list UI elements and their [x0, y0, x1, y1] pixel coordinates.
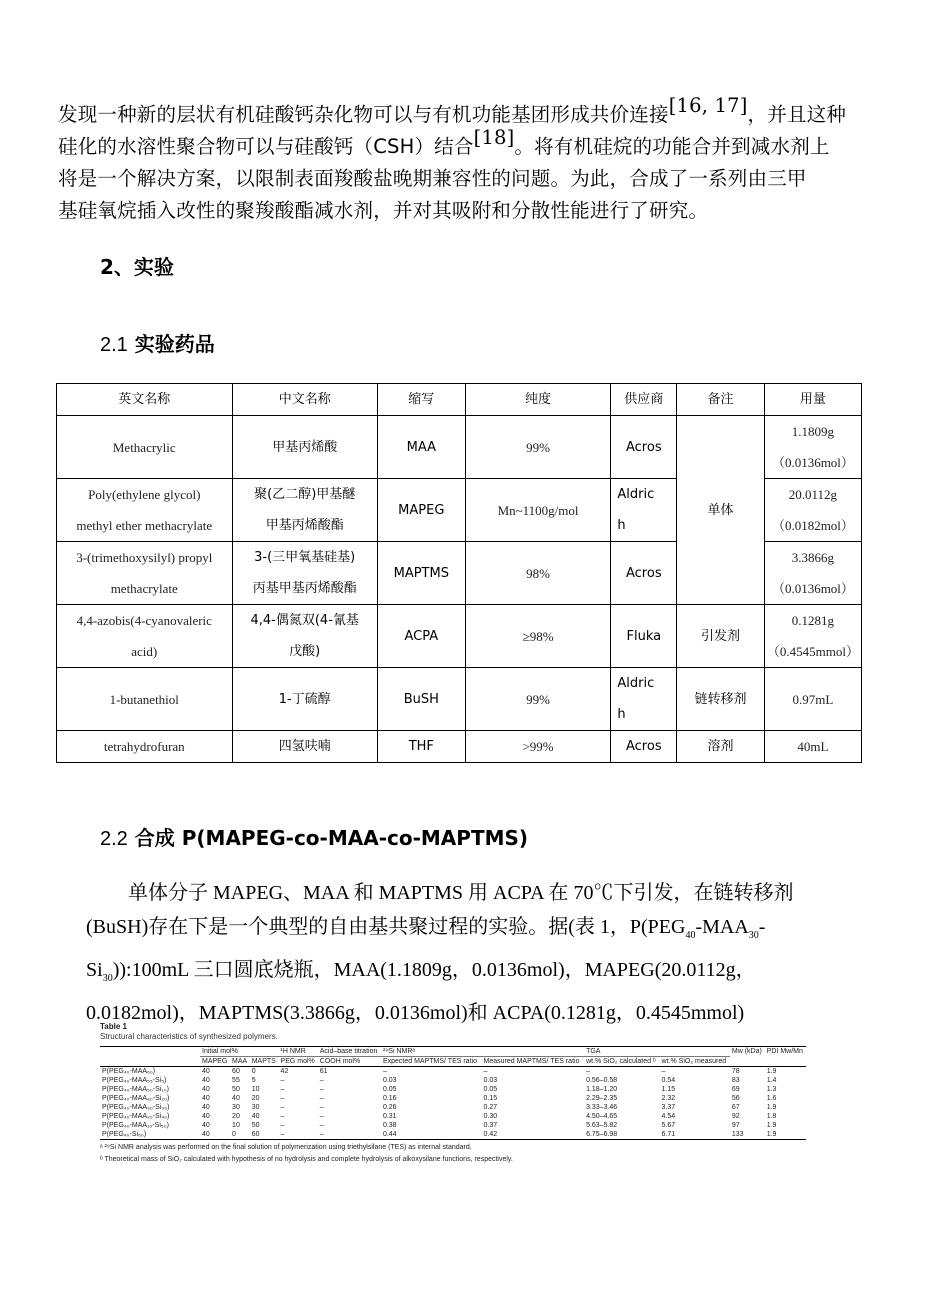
- cell-abbr: MAPEG: [377, 479, 465, 542]
- table-cell: 0: [251, 1068, 256, 1075]
- table-cell: 40: [202, 1104, 210, 1111]
- table-cell: –: [318, 1130, 381, 1140]
- table-cell: 0.15: [483, 1095, 498, 1102]
- cell-note: 引发剂: [677, 605, 765, 668]
- sub-header: MAA: [230, 1057, 250, 1067]
- reagents-table: [56, 383, 862, 763]
- synthesis-line-4: 0.0182mol)，MAPTMS(3.3866g，0.0136mol)和 ACPA(0.1281g，0.4545mmol): [86, 1002, 745, 1024]
- synthesis-line-3: $Si_{30})):100mL$ 三口圆底烧瓶，MAA(1.1809g，0.0136mol)，MAPEG(20.0112g，: [86, 959, 756, 984]
- table-cell: –: [319, 1113, 324, 1120]
- table-cell: 1.9: [766, 1122, 777, 1129]
- cell-purity: ≥98%: [465, 605, 611, 668]
- group-hnmr: ¹H NMR: [279, 1047, 318, 1057]
- cell-supplier: Aldric h: [611, 668, 677, 731]
- table-1-group-header: [100, 1047, 806, 1057]
- table-cell: 1.3: [766, 1086, 777, 1093]
- cell-amount: 20.0112g （0.0182mol）: [764, 479, 861, 542]
- table-cell: 6.71: [660, 1130, 730, 1140]
- table-cell: 50: [251, 1122, 260, 1129]
- table-row: [57, 731, 862, 763]
- table-cell: 0: [230, 1130, 250, 1140]
- intro-line-1: 发现一种新的层状有机硅酸钙杂化物可以与有机功能基团形成共价连接[16, 17]，并且这种: [58, 94, 847, 126]
- table-cell: 0.30: [483, 1113, 498, 1120]
- table-cell: P(PEG₄₀-MAA₁₀-Si₅₀): [102, 1122, 169, 1129]
- table-row: [57, 416, 862, 479]
- table-cell: 0.03: [382, 1077, 397, 1084]
- table-cell: P(PEG₄₀-MAA₃₀-Si₃₀): [102, 1104, 170, 1111]
- table-cell: –: [319, 1077, 324, 1084]
- table-cell: –: [280, 1113, 285, 1120]
- table-cell: 5.67: [661, 1122, 676, 1129]
- table-cell: 40: [251, 1113, 260, 1120]
- cell-abbr: BuSH: [377, 668, 465, 731]
- table-cell: P(PEG₄₀-MAA₄₀-Si₂₀): [102, 1095, 170, 1102]
- table-cell: P(PEG₄₀-MAA₆₀): [102, 1068, 156, 1075]
- table-cell: 60: [232, 1068, 240, 1075]
- table-cell: 61: [319, 1068, 328, 1075]
- table-cell: P(PEG₄₀-Si₆₀): [100, 1130, 200, 1140]
- table-cell: 50: [232, 1086, 240, 1093]
- cell-amount: 1.1809g （0.0136mol）: [764, 416, 861, 479]
- table-1-note-b: ᵇ Theoretical mass of SiO₂ calculated with hypothesis of no hydrolysis and complete hydrolysis of alkoxysilane functions, respectively.: [100, 1156, 513, 1163]
- table-cell: 1.9: [765, 1130, 806, 1140]
- table-cell: 20: [251, 1095, 260, 1102]
- intro-line-4: 基硅氧烷插入改性的聚羧酸酯减水剂，并对其吸附和分散性能进行了研究。: [58, 199, 709, 222]
- synthesis-paragraph: [86, 876, 876, 1030]
- table-row: [57, 605, 862, 668]
- cell-english: 4,4-azobis(4-cyanovaleric acid): [57, 605, 233, 668]
- cell-abbr: MAPTMS: [377, 542, 465, 605]
- cell-amount: 0.97mL: [764, 668, 861, 731]
- cell-english: 1-butanethiol: [57, 668, 233, 731]
- table-row: [100, 1130, 806, 1140]
- table-cell: 0.38: [382, 1122, 397, 1129]
- table-cell: 5: [251, 1077, 256, 1084]
- table-cell: 0.54: [661, 1077, 676, 1084]
- group-sinmr: ²⁹Si NMRᵃ: [381, 1047, 584, 1057]
- table-cell: 55: [232, 1077, 240, 1084]
- table-cell: 83: [731, 1077, 740, 1084]
- table-cell: 67: [731, 1104, 740, 1111]
- table-1-sub-header: [100, 1057, 806, 1067]
- cell-chinese: 1-丁硫醇: [232, 668, 377, 731]
- table-cell: P(PEG₄₀-MAA₅₅-Si₅): [102, 1077, 167, 1084]
- embedded-table-1: [100, 1022, 806, 1164]
- table-row: [100, 1085, 806, 1094]
- cell-supplier: Acros: [611, 731, 677, 763]
- table-cell: 40: [202, 1068, 210, 1075]
- table-cell: 30: [232, 1104, 240, 1111]
- cell-supplier: Fluka: [611, 605, 677, 668]
- table-cell: –: [280, 1077, 285, 1084]
- table-row: [100, 1067, 806, 1077]
- group-tga: TGA: [584, 1047, 730, 1057]
- table-cell: 10: [251, 1086, 260, 1093]
- table-cell: 0.37: [483, 1122, 498, 1129]
- table-cell: –: [319, 1086, 324, 1093]
- table-row: [100, 1112, 806, 1121]
- cell-english: Poly(ethylene glycol) methyl ether methacrylate: [57, 479, 233, 542]
- table-cell: 60: [250, 1130, 279, 1140]
- cell-supplier: Aldric h: [611, 479, 677, 542]
- cell-chinese: 甲基丙烯酸: [232, 416, 377, 479]
- table-cell: –: [483, 1068, 488, 1075]
- table-cell: –: [319, 1095, 324, 1102]
- cell-abbr: MAA: [377, 416, 465, 479]
- cell-purity: Mn~1100g/mol: [465, 479, 611, 542]
- cell-chinese: 四氢呋喃: [232, 731, 377, 763]
- sub-header: COOH mol%: [318, 1057, 381, 1067]
- cell-note: 链转移剂: [677, 668, 765, 731]
- cell-amount: 3.3866g （0.0136mol）: [764, 542, 861, 605]
- cell-chinese: 聚(乙二醇)甲基醚 甲基丙烯酸酯: [232, 479, 377, 542]
- table-cell: –: [661, 1068, 666, 1075]
- table-cell: 40: [202, 1122, 210, 1129]
- table-cell: 0.42: [482, 1130, 585, 1140]
- group-acid: Acid–base titration: [318, 1047, 381, 1057]
- cell-abbr: ACPA: [377, 605, 465, 668]
- table-cell: 1.9: [766, 1104, 777, 1111]
- cell-note-monomer: 单体: [677, 416, 765, 605]
- table-1-note-a: ᵃ ²⁹Si NMR analysis was performed on the final solution of polymerization using triethylsilane (TES) as internal standard.: [100, 1144, 472, 1151]
- cell-purity: 98%: [465, 542, 611, 605]
- sub-header: MAPTS: [250, 1057, 279, 1067]
- section-2-heading: 2、实验: [100, 255, 174, 279]
- table-cell: 20: [232, 1113, 240, 1120]
- cell-amount: 0.1281g （0.4545mmol）: [764, 605, 861, 668]
- table-cell: 5.63–5.82: [586, 1122, 618, 1129]
- table-cell: 6.75–6.98: [584, 1130, 659, 1140]
- table-cell: 30: [251, 1104, 260, 1111]
- table-cell: 133: [730, 1130, 765, 1140]
- sub-header: MAPEG: [200, 1057, 230, 1067]
- table-row: [100, 1076, 806, 1085]
- table-row: [100, 1094, 806, 1103]
- table-cell: 1.15: [661, 1086, 676, 1093]
- table-1-body: [100, 1067, 806, 1140]
- table-cell: 69: [731, 1086, 740, 1093]
- col-note: 备注: [677, 384, 765, 416]
- table-cell: –: [280, 1095, 285, 1102]
- table-cell: 97: [731, 1122, 740, 1129]
- cell-chinese: 3-(三甲氧基硅基) 丙基甲基丙烯酸酯: [232, 542, 377, 605]
- table-cell: –: [280, 1104, 285, 1111]
- table-cell: 40: [202, 1077, 210, 1084]
- col-abbreviation: 缩写: [377, 384, 465, 416]
- table-row: [100, 1121, 806, 1130]
- group-initial: Initial mol%: [200, 1047, 279, 1057]
- cell-supplier: Acros: [611, 416, 677, 479]
- col-english-name: 英文名称: [57, 384, 233, 416]
- table-cell: 0.31: [382, 1113, 397, 1120]
- table-cell: 1.8: [766, 1113, 777, 1120]
- citation-16-17[interactable]: [16, 17]: [668, 94, 748, 117]
- cell-purity: 99%: [465, 668, 611, 731]
- table-row: [57, 668, 862, 731]
- section-2-1-heading: 2.1 实验药品: [100, 332, 215, 356]
- cell-purity: 99%: [465, 416, 611, 479]
- table-cell: 40: [202, 1086, 210, 1093]
- table-1-caption: Structural characteristics of synthesized polymers.: [100, 1032, 278, 1041]
- table-row: [100, 1103, 806, 1112]
- cell-english: 3-(trimethoxysilyl) propyl methacrylate: [57, 542, 233, 605]
- table-cell: 0.27: [483, 1104, 498, 1111]
- section-2-2-heading: 2.2 合成 P(MAPEG-co-MAA-co-MAPTMS): [100, 826, 529, 850]
- table-cell: –: [382, 1068, 387, 1075]
- sub-header: wt.% SiO₂ measured: [660, 1057, 730, 1067]
- table-cell: –: [319, 1122, 324, 1129]
- table-cell: 56: [731, 1095, 740, 1102]
- col-chinese-name: 中文名称: [232, 384, 377, 416]
- sub-header: Expected MAPTMS/ TES ratio: [381, 1057, 482, 1067]
- table-cell: 0.26: [382, 1104, 397, 1111]
- table-cell: 40: [202, 1113, 210, 1120]
- table-cell: 3.33–3.46: [586, 1104, 618, 1111]
- group-pdi: PDI Mw/Mn: [765, 1047, 806, 1057]
- col-purity: 纯度: [465, 384, 611, 416]
- table-cell: 3.37: [661, 1104, 676, 1111]
- synthesis-line-1: 单体分子 MAPEG、MAA 和 MAPTMS 用 ACPA 在 70℃下引发，在链转移剂: [128, 882, 794, 904]
- cell-chinese: 4,4-偶氮双(4-氰基 戊酸): [232, 605, 377, 668]
- table-cell: 40: [200, 1130, 230, 1140]
- col-supplier: 供应商: [611, 384, 677, 416]
- table-cell: 0.16: [382, 1095, 397, 1102]
- table-cell: 4.54: [661, 1113, 676, 1120]
- table-cell: 40: [202, 1095, 210, 1102]
- table-cell: 1.9: [766, 1068, 777, 1075]
- cell-abbr: THF: [377, 731, 465, 763]
- table-cell: 10: [232, 1122, 240, 1129]
- sub-header: wt.% SiO₂ calculated ᵇ: [584, 1057, 659, 1067]
- table-cell: 40: [232, 1095, 240, 1102]
- table-cell: 2.29–2.35: [586, 1095, 618, 1102]
- cell-english: Methacrylic: [57, 416, 233, 479]
- table-cell: –: [586, 1068, 590, 1075]
- sub-header: PEG mol%: [279, 1057, 318, 1067]
- table-cell: –: [280, 1122, 285, 1129]
- cell-supplier: Acros: [611, 542, 677, 605]
- sub-header: Measured MAPTMS/ TES ratio: [482, 1057, 585, 1067]
- table-1-label: Table 1: [100, 1022, 127, 1031]
- table-cell: 0.03: [483, 1077, 498, 1084]
- synthesis-line-2: (BuSH)存在下是一个典型的自由基共聚过程的实验。据(表 1，$P(PEG_{40}-MAA_{30}-$: [86, 916, 766, 941]
- table-cell: 92: [731, 1113, 740, 1120]
- cell-amount: 40mL: [764, 731, 861, 763]
- table-1: [100, 1046, 806, 1140]
- group-mw: Mw (kDa): [730, 1047, 765, 1057]
- cell-english: tetrahydrofuran: [57, 731, 233, 763]
- reagents-header-row: [57, 384, 862, 416]
- table-cell: –: [319, 1104, 324, 1111]
- table-cell: 1.6: [766, 1095, 777, 1102]
- table-cell: 0.44: [381, 1130, 482, 1140]
- table-cell: 0.05: [483, 1086, 498, 1093]
- table-cell: 42: [280, 1068, 289, 1075]
- intro-paragraph: [58, 94, 874, 227]
- table-cell: 0.56–0.58: [586, 1077, 618, 1084]
- table-cell: 1.4: [766, 1077, 777, 1084]
- intro-line-2: 硅化的水溶性聚合物可以与硅酸钙（CSH）结合[18]。将有机硅烷的功能合并到减水剂上: [58, 126, 830, 158]
- table-cell: 0.05: [382, 1086, 397, 1093]
- table-cell: P(PEG₄₀-MAA₅₀-Si₁₀): [102, 1086, 169, 1093]
- table-cell: –: [279, 1130, 318, 1140]
- table-cell: 78: [731, 1068, 740, 1075]
- intro-line-3: 将是一个解决方案，以限制表面羧酸盐晚期兼容性的问题。为此，合成了一系列由三甲: [58, 167, 807, 190]
- table-cell: 4.50–4.65: [586, 1113, 618, 1120]
- table-cell: P(PEG₄₀-MAA₂₀-Si₄₀): [102, 1113, 170, 1120]
- table-cell: 1.18–1.20: [586, 1086, 618, 1093]
- cell-purity: >99%: [465, 731, 611, 763]
- table-cell: 2.32: [661, 1095, 676, 1102]
- table-cell: –: [280, 1086, 285, 1093]
- cell-note: 溶剂: [677, 731, 765, 763]
- citation-18[interactable]: [18]: [473, 126, 515, 149]
- col-amount: 用量: [764, 384, 861, 416]
